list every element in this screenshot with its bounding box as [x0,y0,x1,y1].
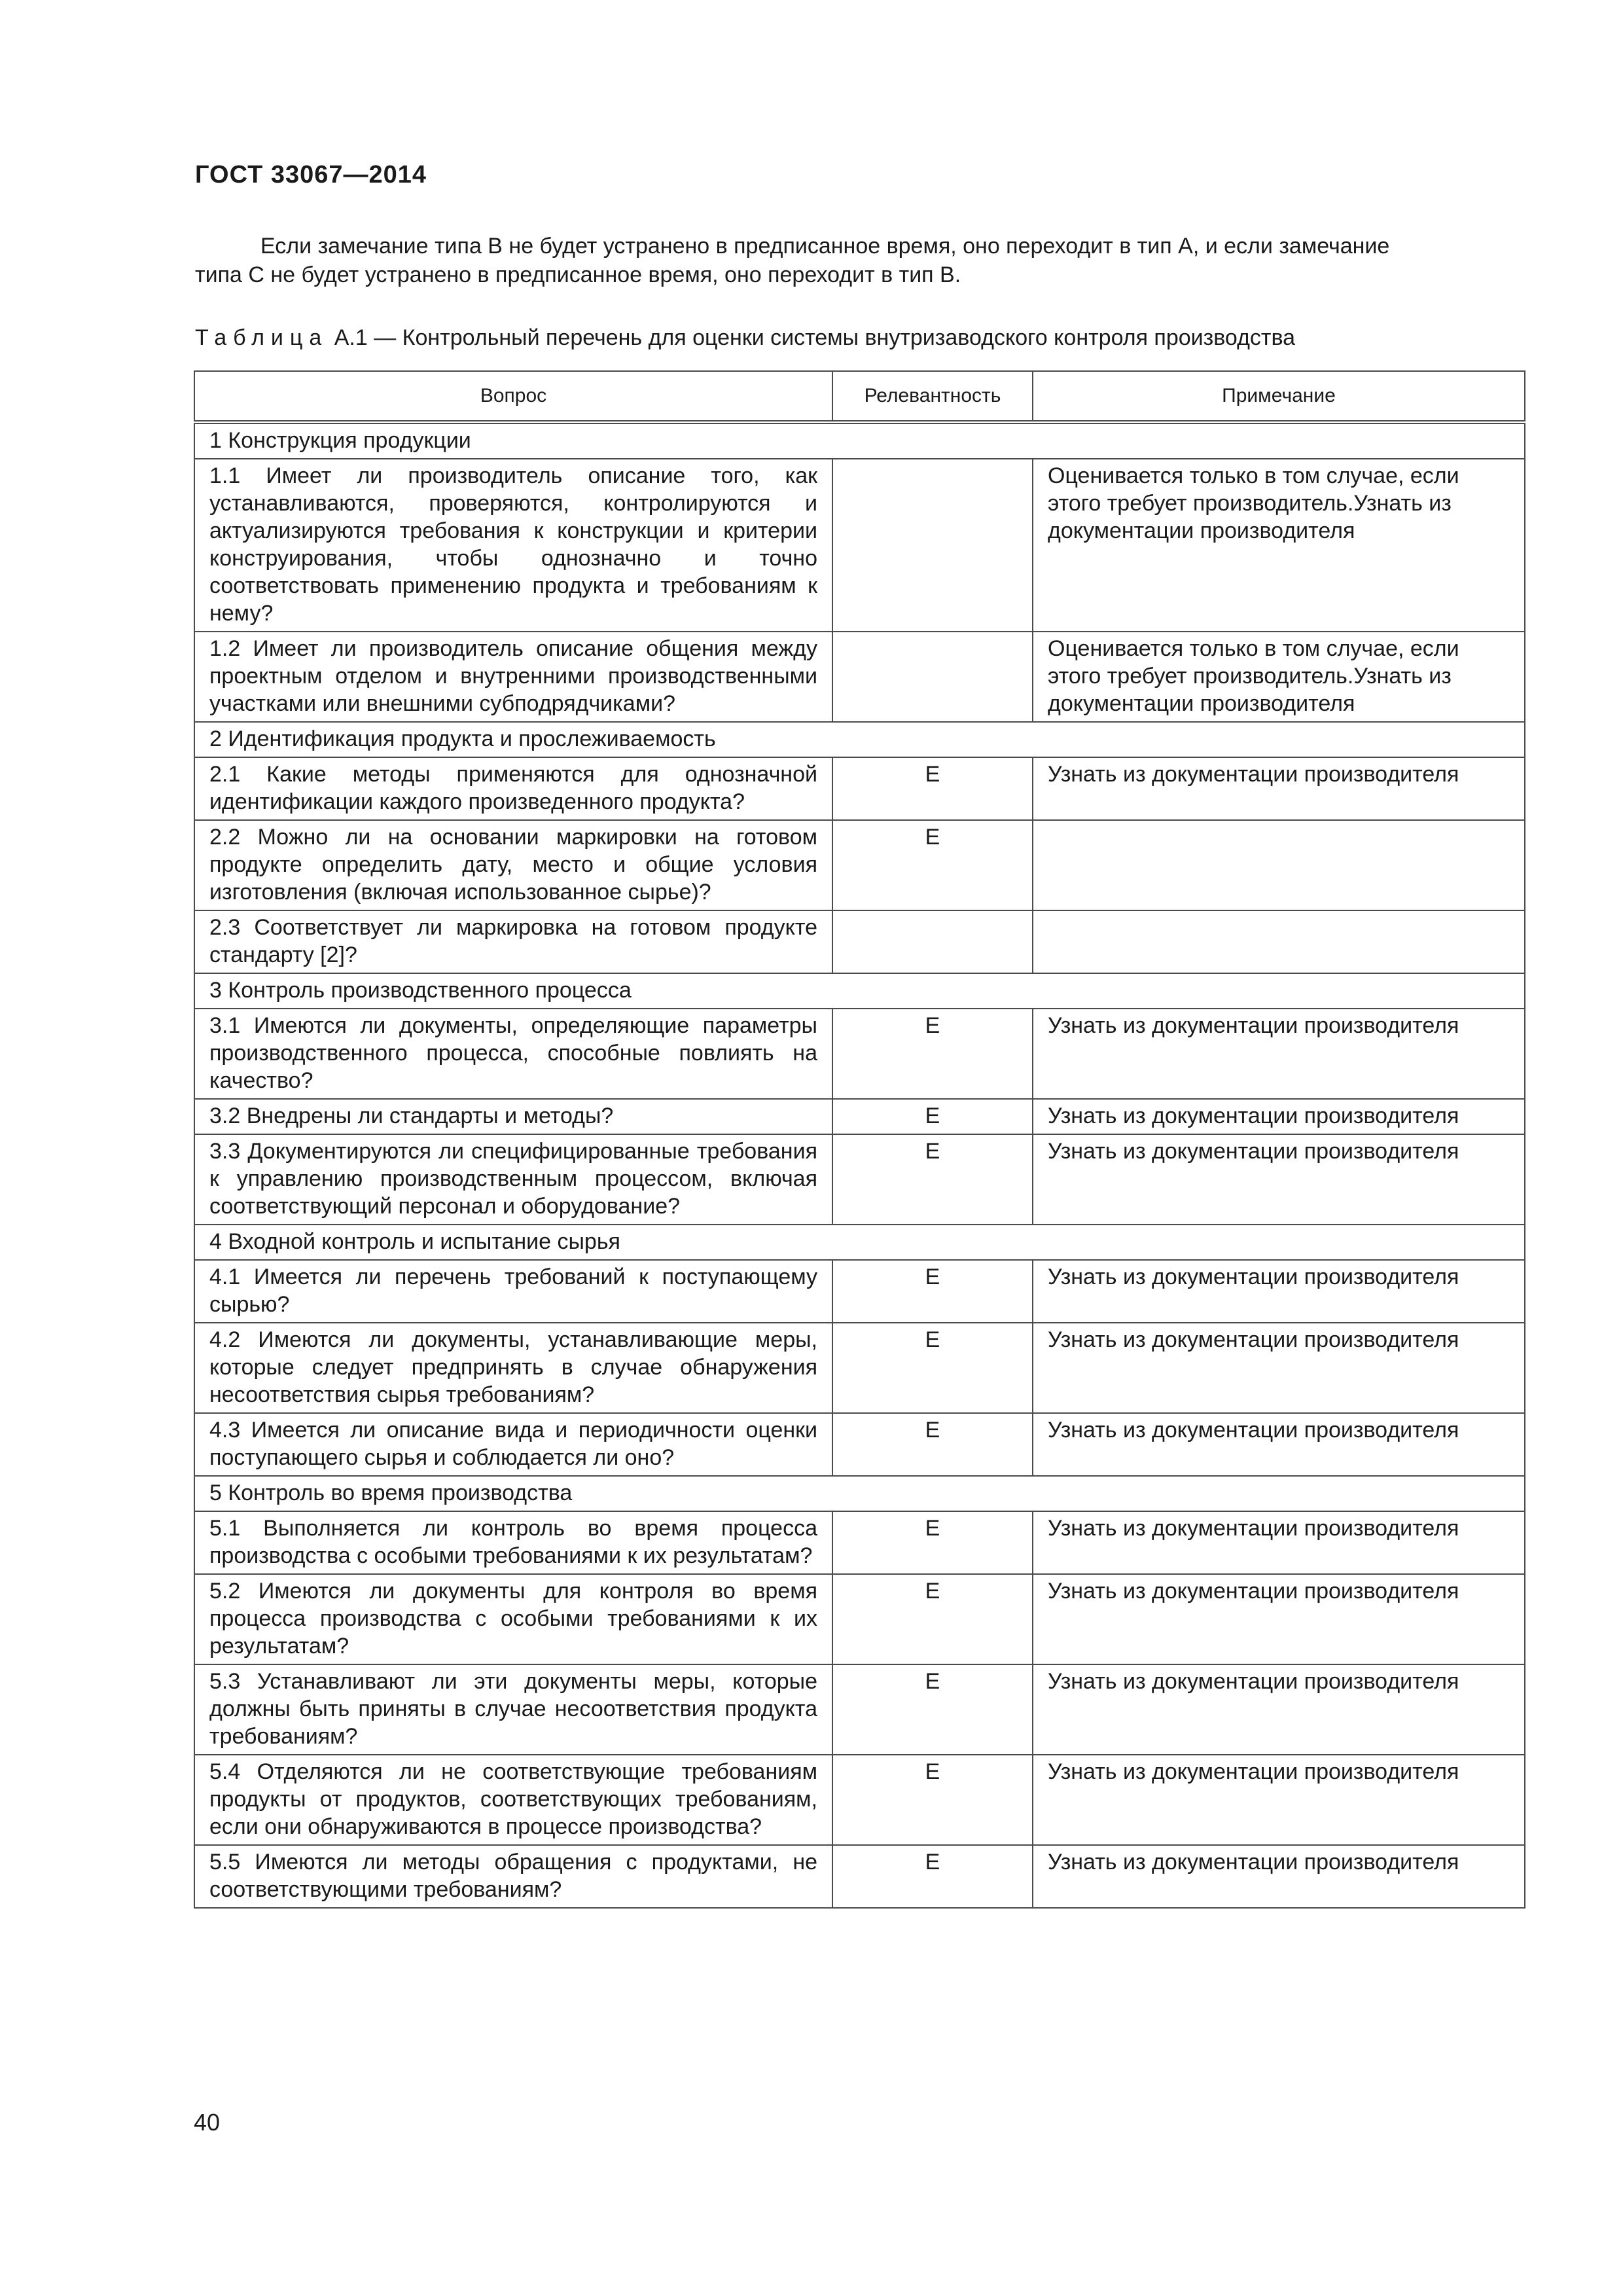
table-row [194,820,1525,910]
section-row [194,722,1525,757]
table-row [194,459,1525,632]
column-header-question: Вопрос [194,371,832,422]
relevance-cell: Е [832,1323,1033,1413]
question-cell: 4.1 Имеется ли перечень требований к поступающему сырью? [194,1260,832,1323]
page-number: 40 [194,2109,221,2136]
relevance-cell: Е [832,1664,1033,1755]
question-cell: 2.3 Соответствует ли маркировка на готовом продукте стандарту [2]? [194,910,832,973]
question-cell: 5.1 Выполняется ли контроль во время процесса производства с особыми требованиями к их результатам? [194,1511,832,1574]
section-row [194,1476,1525,1511]
document-header: ГОСТ 33067—2014 [195,161,427,188]
question-cell: 1.1 Имеет ли производитель описание того, как устанавливаются, проверяются, контролируются и актуализируются требования к конструкции и критерии конструирования, чтобы однозначно и точно соответствовать применению продукта и требованиям к нему? [194,459,832,632]
section-title: 2 Идентификация продукта и прослеживаемость [194,722,1525,757]
note-cell [1033,820,1525,910]
question-cell: 2.1 Какие методы применяются для однозначной идентификации каждого произведенного продукта? [194,757,832,820]
column-header-note: Примечание [1033,371,1525,422]
question-cell: 3.1 Имеются ли документы, определяющие параметры производственного процесса, способные повлиять на качество? [194,1009,832,1099]
table-caption-text: А.1 — Контрольный перечень для оценки системы внутризаводского контроля производства [328,325,1296,350]
table-row [194,1099,1525,1134]
note-cell: Оценивается только в том случае, если этого требует производитель.Узнать из документации производителя [1033,459,1525,632]
column-header-relevance: Релевантность [832,371,1033,422]
relevance-cell: Е [832,1755,1033,1845]
intro-paragraph [195,232,1522,289]
table-row [194,1009,1525,1099]
question-cell: 4.2 Имеются ли документы, устанавливающие меры, которые следует предпринять в случае обнаружения несоответствия сырья требованиям? [194,1323,832,1413]
relevance-cell [832,632,1033,722]
relevance-cell: Е [832,1009,1033,1099]
section-title: 1 Конструкция продукции [194,422,1525,459]
table-row [194,757,1525,820]
checklist-table [194,370,1525,1909]
section-title: 4 Входной контроль и испытание сырья [194,1225,1525,1260]
relevance-cell: Е [832,1845,1033,1908]
relevance-cell [832,459,1033,632]
question-cell: 4.3 Имеется ли описание вида и периодичности оценки поступающего сырья и соблюдается ли оно? [194,1413,832,1476]
table-row [194,910,1525,973]
relevance-cell: Е [832,1099,1033,1134]
table-header-row [194,371,1525,422]
relevance-cell: Е [832,1413,1033,1476]
note-cell: Оценивается только в том случае, если этого требует производитель.Узнать из документации производителя [1033,632,1525,722]
relevance-cell [832,910,1033,973]
relevance-cell: Е [832,1574,1033,1664]
relevance-cell: Е [832,757,1033,820]
table-row [194,1845,1525,1908]
note-cell: Узнать из документации производителя [1033,1845,1525,1908]
section-row [194,422,1525,459]
table-row [194,1574,1525,1664]
intro-line-1: Если замечание типа В не будет устранено в предписанное время, оно переходит в тип А, и если замечание [260,234,1390,259]
question-cell: 3.3 Документируются ли специфицированные требования к управлению производственным процессом, включая соответствующий персонал и оборудование? [194,1134,832,1225]
relevance-cell: Е [832,1134,1033,1225]
note-cell [1033,910,1525,973]
table-caption-label: Таблица [195,325,329,350]
table-row [194,1323,1525,1413]
table-row [194,1664,1525,1755]
note-cell: Узнать из документации производителя [1033,1511,1525,1574]
relevance-cell: Е [832,1511,1033,1574]
section-title: 3 Контроль производственного процесса [194,973,1525,1009]
table-row [194,1413,1525,1476]
question-cell: 5.2 Имеются ли документы для контроля во время процесса производства с особыми требованиями к их результатам? [194,1574,832,1664]
table-caption [195,323,1530,352]
note-cell: Узнать из документации производителя [1033,1323,1525,1413]
relevance-cell: Е [832,1260,1033,1323]
relevance-cell: Е [832,820,1033,910]
note-cell: Узнать из документации производителя [1033,1260,1525,1323]
table-body [194,422,1525,1908]
table-row [194,1755,1525,1845]
question-cell: 3.2 Внедрены ли стандарты и методы? [194,1099,832,1134]
note-cell: Узнать из документации производителя [1033,1413,1525,1476]
table-row [194,1511,1525,1574]
note-cell: Узнать из документации производителя [1033,1009,1525,1099]
section-row [194,1225,1525,1260]
note-cell: Узнать из документации производителя [1033,1755,1525,1845]
table-row [194,1134,1525,1225]
note-cell: Узнать из документации производителя [1033,1574,1525,1664]
table-row [194,1260,1525,1323]
intro-line-2: типа С не будет устранено в предписанное время, оно переходит в тип В. [195,262,961,287]
note-cell: Узнать из документации производителя [1033,757,1525,820]
question-cell: 1.2 Имеет ли производитель описание общения между проектным отделом и внутренними производственными участками или внешними субподрядчиками? [194,632,832,722]
question-cell: 5.4 Отделяются ли не соответствующие требованиям продукты от продуктов, соответствующих требованиям, если они обнаруживаются в процессе производства? [194,1755,832,1845]
question-cell: 2.2 Можно ли на основании маркировки на готовом продукте определить дату, место и общие условия изготовления (включая использованное сырье)? [194,820,832,910]
note-cell: Узнать из документации производителя [1033,1134,1525,1225]
note-cell: Узнать из документации производителя [1033,1099,1525,1134]
section-row [194,973,1525,1009]
note-cell: Узнать из документации производителя [1033,1664,1525,1755]
section-title: 5 Контроль во время производства [194,1476,1525,1511]
table-row [194,632,1525,722]
question-cell: 5.3 Устанавливают ли эти документы меры, которые должны быть приняты в случае несоответствия продукта требованиям? [194,1664,832,1755]
question-cell: 5.5 Имеются ли методы обращения с продуктами, не соответствующими требованиям? [194,1845,832,1908]
